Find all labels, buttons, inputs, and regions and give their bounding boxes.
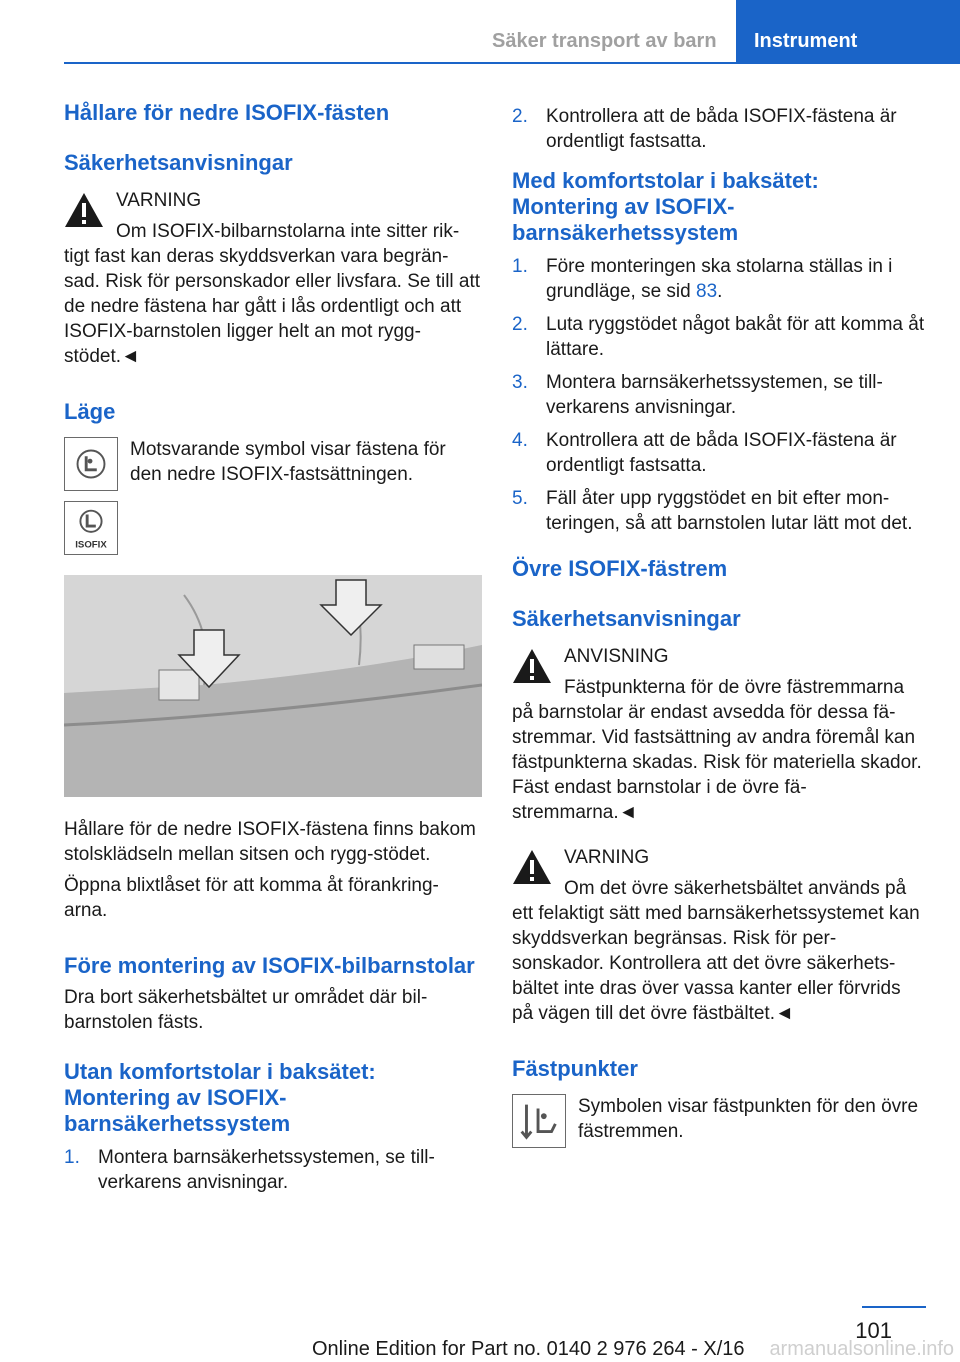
list-item: [512, 428, 926, 478]
isofix-symbol-text: ISOFIX: [75, 539, 107, 551]
step-number: 5.: [512, 488, 528, 509]
list-item: [512, 254, 926, 304]
child-seat-lower-icon: [64, 437, 118, 491]
footer-rule: [64, 1306, 926, 1308]
page-number: 101: [855, 1318, 892, 1343]
photo-caption-1: Hållare för de nedre ISOFIX-fästena finns bakom stolsklädseln mellan sitsen och rygg-stödet.: [64, 819, 476, 865]
heading-with-comfort-seats: Med komfortstolar i baksätet: Montering av ISOFIX-barnsäkerhetssystem: [512, 168, 819, 245]
heading-without-comfort-seats: Utan komfortstolar i baksätet: Montering av ISOFIX-barnsäkerhetssystem: [64, 1059, 376, 1136]
anchor-symbol-row: [512, 1094, 926, 1150]
step-number: 2.: [512, 314, 528, 335]
heading-safety-right: Säkerhetsanvisningar: [512, 606, 741, 631]
list-item: [512, 370, 926, 420]
step-number: 4.: [512, 430, 528, 451]
step-text: Före monteringen ska stolarna ställas in i grundläge, se sid: [546, 256, 893, 302]
step-text: Fäll åter upp ryggstödet en bit efter mon-teringen, så att barnstolen lutar lätt mot det.: [546, 488, 913, 534]
footer-accent-line: [862, 1306, 926, 1308]
list-item: [512, 104, 926, 154]
anchor-description: Symbolen visar fästpunkten för den övre fästremmen.: [578, 1096, 919, 1142]
before-mounting-text: Dra bort säkerhetsbältet ur området där bil-barnstolen fästs.: [64, 987, 428, 1033]
notice-box: [512, 644, 926, 825]
step-text: Montera barnsäkerhetssystemen, se till-verkarens anvisningar.: [546, 372, 883, 418]
list-item: [512, 486, 926, 536]
header-section-title: Säker transport av barn: [492, 30, 717, 52]
step-text: Montera barnsäkerhetssystemen, se till-verkarens anvisningar.: [98, 1147, 435, 1193]
step-number: 1.: [64, 1147, 80, 1168]
step-text: Kontrollera att de båda ISOFIX-fästena är ordentligt fastsatta.: [546, 106, 897, 152]
warning-triangle-icon: [512, 849, 552, 885]
step-number: 3.: [512, 372, 528, 393]
left-column: [64, 100, 482, 1203]
edition-text: Online Edition for Part no. 0140 2 976 264 - X/16: [312, 1338, 745, 1360]
right-column: [512, 100, 926, 1150]
warning-triangle-icon: [64, 192, 104, 228]
watermark-text: armanualsonline.info: [769, 1338, 954, 1360]
step-number: 1.: [512, 256, 528, 277]
warning-triangle-icon: [512, 648, 552, 684]
rear-seat-photo: [64, 575, 482, 797]
without-steps-continued: [512, 104, 926, 154]
step-text-end: .: [717, 281, 723, 302]
warning-label: VARNING: [564, 847, 650, 868]
warning-text: tigt fast kan deras skyddsverkan vara begrän-sad. Risk för personskador eller livsfara. Se till att de nedre fästena har gått i lås ordentligt och att ISOFIX-barnstolen ligger helt an mot rygg-stödet.◄: [64, 246, 481, 367]
notice-label: ANVISNING: [564, 646, 669, 667]
list-item: [512, 312, 926, 362]
isofix-symbol-row: [64, 501, 482, 557]
list-item: [64, 1145, 482, 1195]
heading-anchor-points: Fästpunkter: [512, 1056, 638, 1081]
without-steps-list: [64, 1145, 482, 1195]
notice-text-first: Fästpunkterna för de övre fästremmarna: [564, 677, 905, 698]
position-description: Motsvarande symbol visar fästena för den nedre ISOFIX-fastsättningen.: [130, 439, 446, 485]
notice-text: på barnstolar är endast avsedda för dessa fä-stremmar. Vid fastsättning av andra föremål kan fästpunkterna skadas. Risk för materiella skador. Fäst endast barnstolar i de övre fä-stremmarna.◄: [512, 702, 922, 823]
with-steps-list: [512, 254, 926, 536]
header-chapter-tab[interactable]: Instrument: [736, 0, 960, 62]
heading-upper-tether: Övre ISOFIX-fästrem: [512, 556, 728, 581]
isofix-symbol-icon: [64, 501, 118, 555]
heading-isofix-lower: Hållare för nedre ISOFIX-fästen: [64, 100, 390, 125]
heading-before-mounting: Före montering av ISOFIX-bilbarnstolar: [64, 953, 475, 978]
page-reference-link[interactable]: 83: [696, 281, 718, 302]
warning-text-first: Om det övre säkerhetsbältet används på: [564, 878, 907, 899]
warning-text-first: Om ISOFIX-bilbarnstolarna inte sitter rik-: [116, 221, 460, 242]
tether-anchor-icon: [512, 1094, 566, 1148]
position-symbol-row: [64, 437, 482, 493]
page-header: [64, 0, 960, 64]
warning-box: [512, 845, 926, 1026]
heading-safety: Säkerhetsanvisningar: [64, 150, 293, 175]
warning-text: ett felaktigt sätt med barnsäkerhetssystemet kan skyddsverkan begränsas. Risk för per-sonskador. Kontrollera att det övre säkerhets-bältet inte dras över vassa kanter eller förvrids på vägen till det övre fästbältet.◄: [512, 903, 920, 1024]
warning-box: [64, 188, 482, 369]
step-text: Luta ryggstödet något bakåt för att komma åt lättare.: [546, 314, 925, 360]
step-number: 2.: [512, 106, 528, 127]
photo-caption-2: Öppna blixtlåset för att komma åt förankring-arna.: [64, 875, 439, 921]
step-text: Kontrollera att de båda ISOFIX-fästena är ordentligt fastsatta.: [546, 430, 897, 476]
warning-label: VARNING: [116, 190, 202, 211]
heading-position: Läge: [64, 399, 116, 424]
